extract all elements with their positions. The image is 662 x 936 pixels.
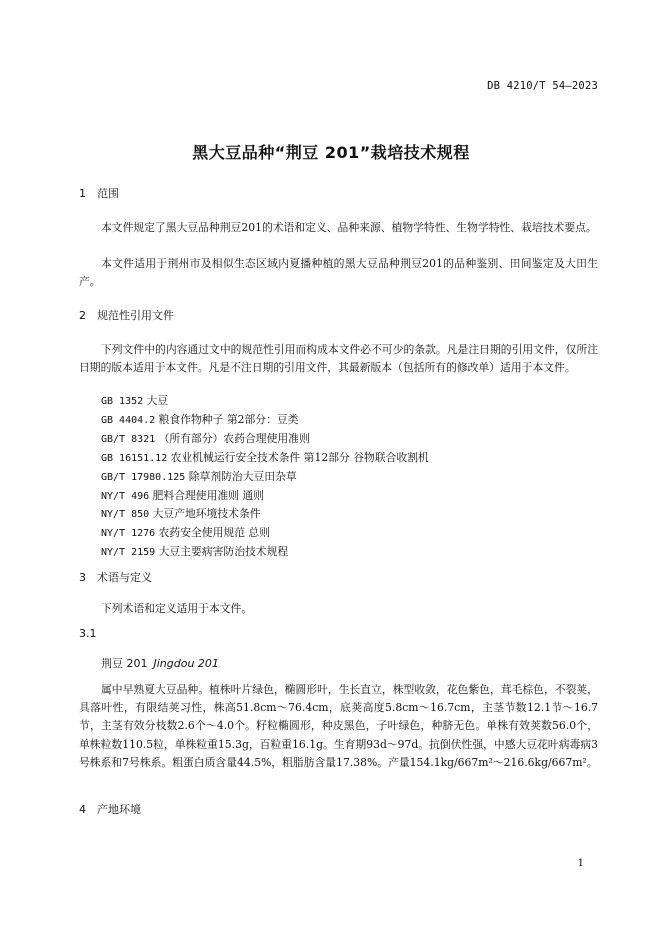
page-title: 黑大豆品种“荆豆 201”栽培技术规程: [192, 143, 470, 162]
section-number: 4: [79, 803, 86, 816]
reference-list: [101, 392, 429, 562]
section-title: 术语与定义: [97, 571, 152, 584]
reference-item: GB 4404.2 粮食作物种子 第2部分：豆类: [101, 412, 299, 426]
reference-item: NY/T 850 大豆产地环境技术条件: [101, 507, 261, 521]
page-number: 1: [577, 858, 584, 869]
term-english: Jingdou 201: [153, 657, 219, 670]
section-1-paragraph-1: 本文件规定了黑大豆品种荆豆201的术语和定义、品种来源、植物学特性、生物学特性、栽培技术要点。: [101, 221, 597, 234]
term-chinese: 荆豆 201: [101, 657, 148, 670]
term-definition: 属中早熟夏大豆品种。植株叶片绿色，椭圆形叶，生长直立，株型收敛，花色紫色，茸毛棕色，不裂荚，具落叶性，有限结荚习性，株高51.8cm～76.4cm，底荚高度5.8cm～16.7cm，主茎节数12.1节～16.7节，主茎有效分枝数2.6个～4.0个。籽粒椭圆形，种皮黑色，子叶绿色，种脐无色。单株有效荚数56.0个，单株粒数110.5粒，单株粒重15.3g，百粒重16.1g。生育期93d～97d。抗倒伏性强，中感大豆花叶病毒病3号株系和7号株系。粗蛋白质含量44.5%，粗脂肪含量17.38%。产量154.1kg/667m²～216.6kg/667m²。: [79, 683, 598, 769]
section-title: 范围: [97, 187, 119, 200]
reference-item: NY/T 2159 大豆主要病害防治技术规程: [101, 545, 289, 559]
reference-item: NY/T 496 肥料合理使用准则 通则: [101, 488, 265, 502]
section-3-heading: [79, 569, 152, 585]
section-1-paragraph-2: 本文件适用于荆州市及相似生态区域内夏播种植的黑大豆品种荆豆201的品种鉴别、田间鉴定及大田生产。: [79, 257, 598, 289]
reference-item: GB 16151.12 农业机械运行安全技术条件 第12部分 谷物联合收割机: [101, 450, 429, 464]
section-4-heading: [79, 801, 141, 817]
reference-item: NY/T 1276 农药安全使用规范 总则: [101, 526, 271, 540]
section-2-heading: [79, 307, 174, 323]
section-1-heading: [79, 185, 119, 201]
standard-code: DB 4210/T 54—2023: [487, 80, 598, 92]
section-title: 产地环境: [97, 803, 141, 816]
section-title: 规范性引用文件: [97, 309, 174, 322]
section-number: 2: [79, 309, 86, 322]
reference-item: GB/T 8321 （所有部分）农药合理使用准则: [101, 431, 310, 445]
section-3-intro: 下列术语和定义适用于本文件。: [101, 602, 253, 615]
reference-item: GB 1352 大豆: [101, 394, 169, 407]
term-number: 3.1: [79, 627, 97, 640]
section-number: 3: [79, 571, 86, 584]
reference-item: GB/T 17980.125 除草剂防治大豆田杂草: [101, 469, 297, 483]
section-number: 1: [79, 187, 86, 200]
term-heading: [101, 655, 219, 671]
section-2-intro: 下列文件中的内容通过文中的规范性引用而构成本文件必不可少的条款。凡是注日期的引用文件，仅所注日期的版本适用于本文件。凡是不注日期的引用文件，其最新版本（包括所有的修改单）适用于本文件。: [79, 343, 598, 375]
